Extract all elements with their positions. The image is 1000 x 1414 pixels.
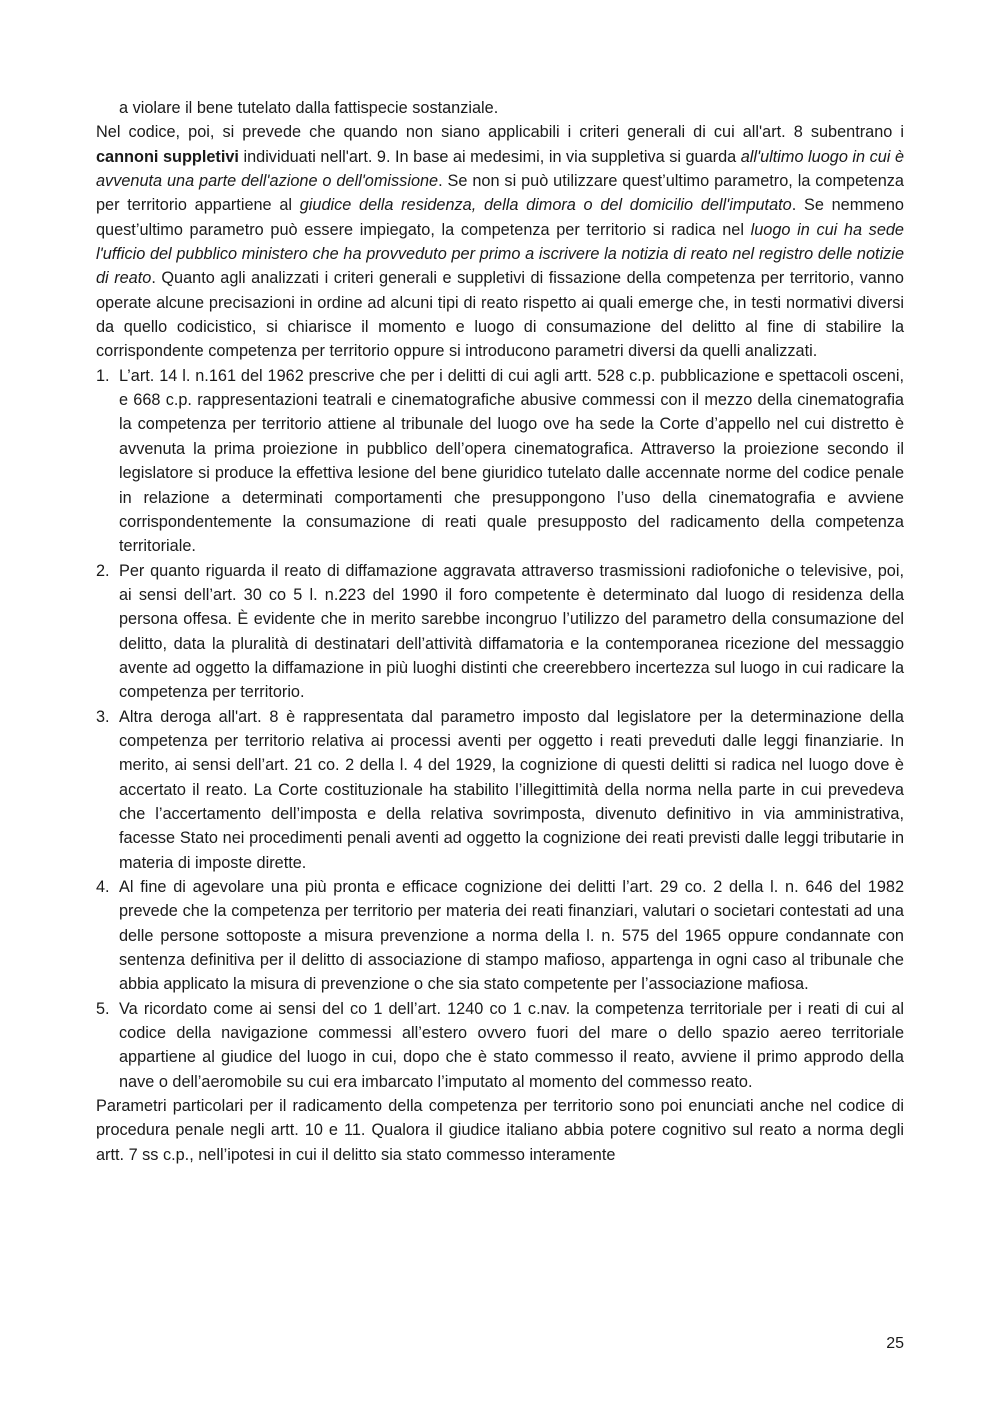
italic-phrase: luogo in cui ha sede l'ufficio del pubblico ministero che ha provveduto per primo a iscrivere la notizia di reato nel registro delle notizie di reato <box>96 220 904 288</box>
list-text: Al fine di agevolare una più pronta e efficace cognizione dei delitti l’art. 29 co. 2 della l. n. 646 del 1982 prevede che la competenza per territorio per materia dei reati finanziari, valutari o societari contestati ad una delle persone sottoposte a misura prevenzione a norma della l. n. 575 del 1965 oppure condannate con sentenza definitiva per il delitto di associazione di stampo mafioso, appartenga in ogni caso al tribunale che abbia applicato la misura di prevenzione o che sia stato competente per l’associazione mafiosa. <box>119 878 904 994</box>
paragraph-intro: a violare il bene tutelato dalla fattispecie sostanziale. <box>119 99 499 117</box>
text-run: Nel codice, poi, si prevede che quando non siano applicabili i criteri generali di cui all'art. 8 subentrano i <box>96 123 904 142</box>
text-run: . Se non si può utilizzare quest’ultimo parametro, la competenza per territorio appartiene al <box>96 172 904 215</box>
list-text: Va ricordato come ai sensi del co 1 dell’art. 1240 co 1 c.nav. la competenza territoriale per i reati di cui al codice della navigazione commessi all’estero ovvero fuori del mare o dello spazio aereo territoriale appartiene al giudice del luogo in cui, dopo che è stato commesso il reato, avviene il primo approdo della nave o dell’aeromobile su cui era imbarcato l’imputato al momento del commesso reato. <box>119 999 904 1091</box>
document-body <box>96 96 904 1167</box>
numbered-list <box>96 364 904 1094</box>
list-text: L’art. 14 l. n.161 del 1962 prescrive che per i delitti di cui agli artt. 528 c.p. pubblicazione e spettacoli osceni, e 668 c.p. rappresentazioni teatrali e cinematografiche abusive commessi con il mezzo della cinematografia la competenza per territorio attiene al tribunale del luogo ove ha sede la Corte d’appello nel cui distretto è avvenuta la prima proiezione in pubblico dell’opera cinematografica. Attraverso la proiezione secondo il legislatore si produce la effettiva lesione del bene giuridico tutelato dalle accennate norme del codice penale in relazione a determinati comportamenti che presuppongono l’uso della cinematografia e avviene corrispondentemente la consumazione di reati quale presupposto del radicamento della competenza territoriale. <box>119 366 904 556</box>
bold-term: cannoni suppletivi <box>96 147 239 166</box>
list-text: Per quanto riguarda il reato di diffamazione aggravata attraverso trasmissioni radiofoniche o televisive, poi, ai sensi dell’art. 30 co 5 l. n.223 del 1990 il foro competente è determinato dal luogo di residenza della persona offesa. È evidente che in merito sarebbe incongruo l’utilizzo del parametro della consumazione del delitto, data la pluralità di destinatari dell’attività diffamatoria e la contemporanea ricezione del messaggio avente ad oggetto la diffamazione in più luoghi distinti che creerebbero incertezza sul luogo in cui radicare la competenza per territorio. <box>119 561 904 702</box>
page-number: 25 <box>886 1335 904 1352</box>
list-number: 5. <box>96 999 110 1018</box>
list-item <box>96 559 904 705</box>
list-text: Altra deroga all'art. 8 è rappresentata dal parametro imposto dal legislatore per la determinazione della competenza per territorio relativa ai processi aventi per oggetto i reati preveduti dalle leggi finanziarie. In merito, ai sensi dell’art. 21 co. 2 della l. 4 del 1929, la cognizione di questi delitti si radica nel luogo dove è accertato il reato. La Corte costituzionale ha stabilito l’illegittimità della norma nella parte in cui prevedeva che l’accertamento dell’imposta e della relativa sovrimposta, divenuto definitivo in via amministrativa, facesse Stato nei procedimenti penali aventi ad oggetto la cognizione dei reati previsti dalle leggi tributarie in materia di imposte dirette. <box>119 707 904 872</box>
paragraph-final: Parametri particolari per il radicamento della competenza per territorio sono poi enunciati anche nel codice di procedura penale negli artt. 10 e 11. Qualora il giudice italiano abbia potere cognitivo sul reato a norma degli artt. 7 ss c.p., nell’ipotesi in cui il delitto sia stato commesso interamente <box>96 1097 904 1164</box>
text-run: . Se nemmeno quest’ultimo parametro può essere impiegato, la competenza per territorio si radica nel <box>96 196 904 239</box>
list-number: 1. <box>96 366 110 385</box>
list-number: 4. <box>96 878 110 896</box>
italic-phrase: all'ultimo luogo in cui è avvenuta una parte dell'azione o dell'omissione <box>96 147 905 191</box>
italic-phrase: giudice della residenza, della dimora o del domicilio dell'imputato <box>299 196 792 215</box>
list-item <box>96 364 904 559</box>
list-number: 2. <box>96 561 110 580</box>
list-number: 3. <box>96 707 110 726</box>
list-item <box>96 705 904 875</box>
text-run: individuati nell'art. 9. In base ai medesimi, in via suppletiva si guarda <box>238 147 741 166</box>
text-run: . Quanto agli analizzati i criteri generali e suppletivi di fissazione della competenza per territorio, vanno operate alcune precisazioni in ordine ad alcuni tipi di reato rispetto ai quali emerge che, in testi normativi diversi da quello codicistico, si chiarisce il momento e luogo di consumazione del delitto al fine di stabilire la corrispondente competenza per territorio oppure si introducono parametri diversi da quelli analizzati. <box>96 269 904 361</box>
list-item <box>96 997 904 1094</box>
list-item <box>96 875 904 997</box>
paragraph-codice <box>96 120 904 363</box>
